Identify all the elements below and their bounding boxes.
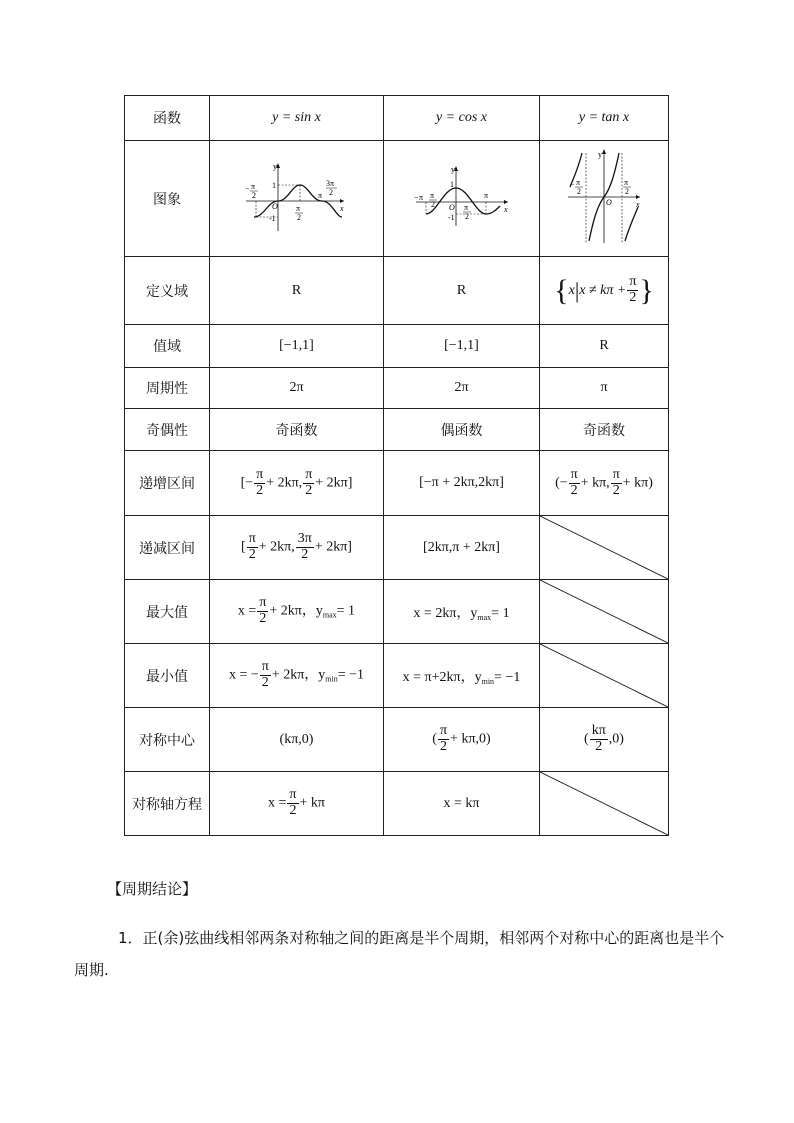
center-cos: ( $\frac{\pi}{2}$ + kπ,0) [384, 708, 540, 772]
min-tan-empty [540, 644, 669, 708]
row-label-parity: 奇偶性 [125, 409, 210, 451]
header-tan: y = tan x [540, 96, 669, 141]
domain-cos: R [384, 257, 540, 325]
sin-pi-label: π [317, 190, 322, 200]
sin-3pi2-den: 2 [328, 187, 333, 197]
cos-pi-label: π [483, 190, 488, 200]
cos-one-label: 1 [449, 179, 454, 189]
sin-origin-label: O [271, 201, 278, 211]
range-sin: [−1,1] [210, 325, 384, 368]
cos-y-label: y [450, 164, 455, 174]
sin-neg-pi2-num: π [250, 181, 255, 191]
tan-graph [564, 147, 644, 247]
min-cos: x = π+2kπ，$y_{min}= -1$ [384, 644, 540, 708]
row-label-increasing: 递增区间 [125, 451, 210, 516]
domain-tan: {x|x ≠ kπ + $\frac{\pi}{2}$ } [540, 257, 669, 325]
max-sin: x = $\frac{\pi}{2}$ + 2kπ，$y_{max}= 1$ [210, 580, 384, 644]
increasing-cos: [−π + 2kπ,2kπ] [384, 451, 540, 516]
row-axis [125, 772, 669, 836]
sin-neg-pi2-minus: − [244, 183, 250, 193]
increasing-tan: (− $\frac{\pi}{2}$ + kπ, $\frac{\pi}{2}$ + kπ) [540, 451, 669, 516]
period-cos: 2π [384, 368, 540, 409]
header-cos: y = cos x [384, 96, 540, 141]
sin-graph [242, 157, 352, 237]
tan-neg-pi2-minus: − [570, 179, 575, 189]
sin-neg-pi2-den: 2 [251, 190, 256, 200]
tan-neg-pi2-num: π [576, 177, 581, 187]
sin-neg-one-label: -1 [268, 213, 276, 223]
tan-origin-label: O [606, 197, 612, 207]
cos-x-label: x [503, 204, 508, 214]
sin-3pi2-num: 3π [325, 178, 334, 188]
row-label-center: 对称中心 [125, 708, 210, 772]
header-sin: y = sin x [210, 96, 384, 141]
tan-pi2-num: π [624, 177, 629, 187]
trig-properties-table [124, 95, 669, 836]
axis-tan-empty [540, 772, 669, 836]
min-sin: x = − $\frac{\pi}{2}$ + 2kπ，$y_{min}= -1$ [210, 644, 384, 708]
cos-graph-cell [384, 141, 540, 257]
row-graph [125, 141, 669, 257]
parity-tan: 奇函数 [540, 409, 669, 451]
row-increasing [125, 451, 669, 516]
row-label-function: 函数 [125, 96, 210, 141]
max-tan-empty [540, 580, 669, 644]
center-sin: (kπ,0) [210, 708, 384, 772]
sin-x-label: x [339, 203, 344, 213]
row-label-max: 最大值 [125, 580, 210, 644]
decreasing-tan-empty [540, 516, 669, 580]
cos-pi2-num: π [463, 202, 468, 212]
cos-neg-pi-minus: − [413, 192, 419, 202]
period-tan: π [540, 368, 669, 409]
tan-pi2-den: 2 [625, 186, 629, 196]
cos-neg-one-label: -1 [447, 212, 455, 222]
row-period [125, 368, 669, 409]
axis-sin: x = $\frac{\pi}{2}$ + kπ [210, 772, 384, 836]
tan-y-label: y [598, 149, 602, 159]
domain-sin: R [210, 257, 384, 325]
decreasing-sin: [ $\frac{\pi}{2}$ + 2kπ, $\frac{3\pi}{2}$ + 2kπ] [210, 516, 384, 580]
row-decreasing [125, 516, 669, 580]
section-title: 【周期结论】 [107, 880, 198, 898]
increasing-sin: [− $\frac{\pi}{2}$ + 2kπ, $\frac{\pi}{2}$ + 2kπ] [210, 451, 384, 516]
row-function [125, 96, 669, 141]
cos-pi2-den: 2 [464, 211, 469, 221]
period-sin: 2π [210, 368, 384, 409]
tan-neg-pi2-den: 2 [577, 186, 581, 196]
center-tan: ( $\frac{k\pi}{2}$ ,0) [540, 708, 669, 772]
max-cos: x = 2kπ，$y_{max}= 1$ [384, 580, 540, 644]
cos-neg-pi2-den: 2 [430, 199, 435, 209]
row-label-range: 值域 [125, 325, 210, 368]
decreasing-cos: [2kπ,π + 2kπ] [384, 516, 540, 580]
row-min [125, 644, 669, 708]
parity-cos: 偶函数 [384, 409, 540, 451]
row-parity [125, 409, 669, 451]
row-domain [125, 257, 669, 325]
cos-neg-pi2-num: π [429, 190, 434, 200]
tan-x-label: x [636, 199, 640, 209]
row-label-min: 最小值 [125, 644, 210, 708]
sin-y-label: y [272, 161, 277, 171]
cos-graph [412, 162, 512, 232]
parity-sin: 奇函数 [210, 409, 384, 451]
row-center [125, 708, 669, 772]
range-tan: R [540, 325, 669, 368]
row-label-axis: 对称轴方程 [125, 772, 210, 836]
sin-pi2-num: π [295, 203, 300, 213]
axis-cos: x = kπ [384, 772, 540, 836]
cos-neg-pi-label: π [418, 192, 423, 202]
tan-graph-cell [540, 141, 669, 257]
row-max [125, 580, 669, 644]
cos-origin-label: O [448, 202, 455, 212]
range-cos: [−1,1] [384, 325, 540, 368]
row-label-period: 周期性 [125, 368, 210, 409]
period-conclusion-paragraph: 1．正(余)弦曲线相邻两条对称轴之间的距离是半个周期，相邻两个对称中心的距离也是半个周期. [74, 929, 725, 979]
sin-graph-cell [210, 141, 384, 257]
row-label-decreasing: 递减区间 [125, 516, 210, 580]
sin-one-label: 1 [271, 180, 276, 190]
row-range [125, 325, 669, 368]
row-label-graph: 图象 [125, 141, 210, 257]
sin-pi2-den: 2 [296, 212, 301, 222]
row-label-domain: 定义域 [125, 257, 210, 325]
